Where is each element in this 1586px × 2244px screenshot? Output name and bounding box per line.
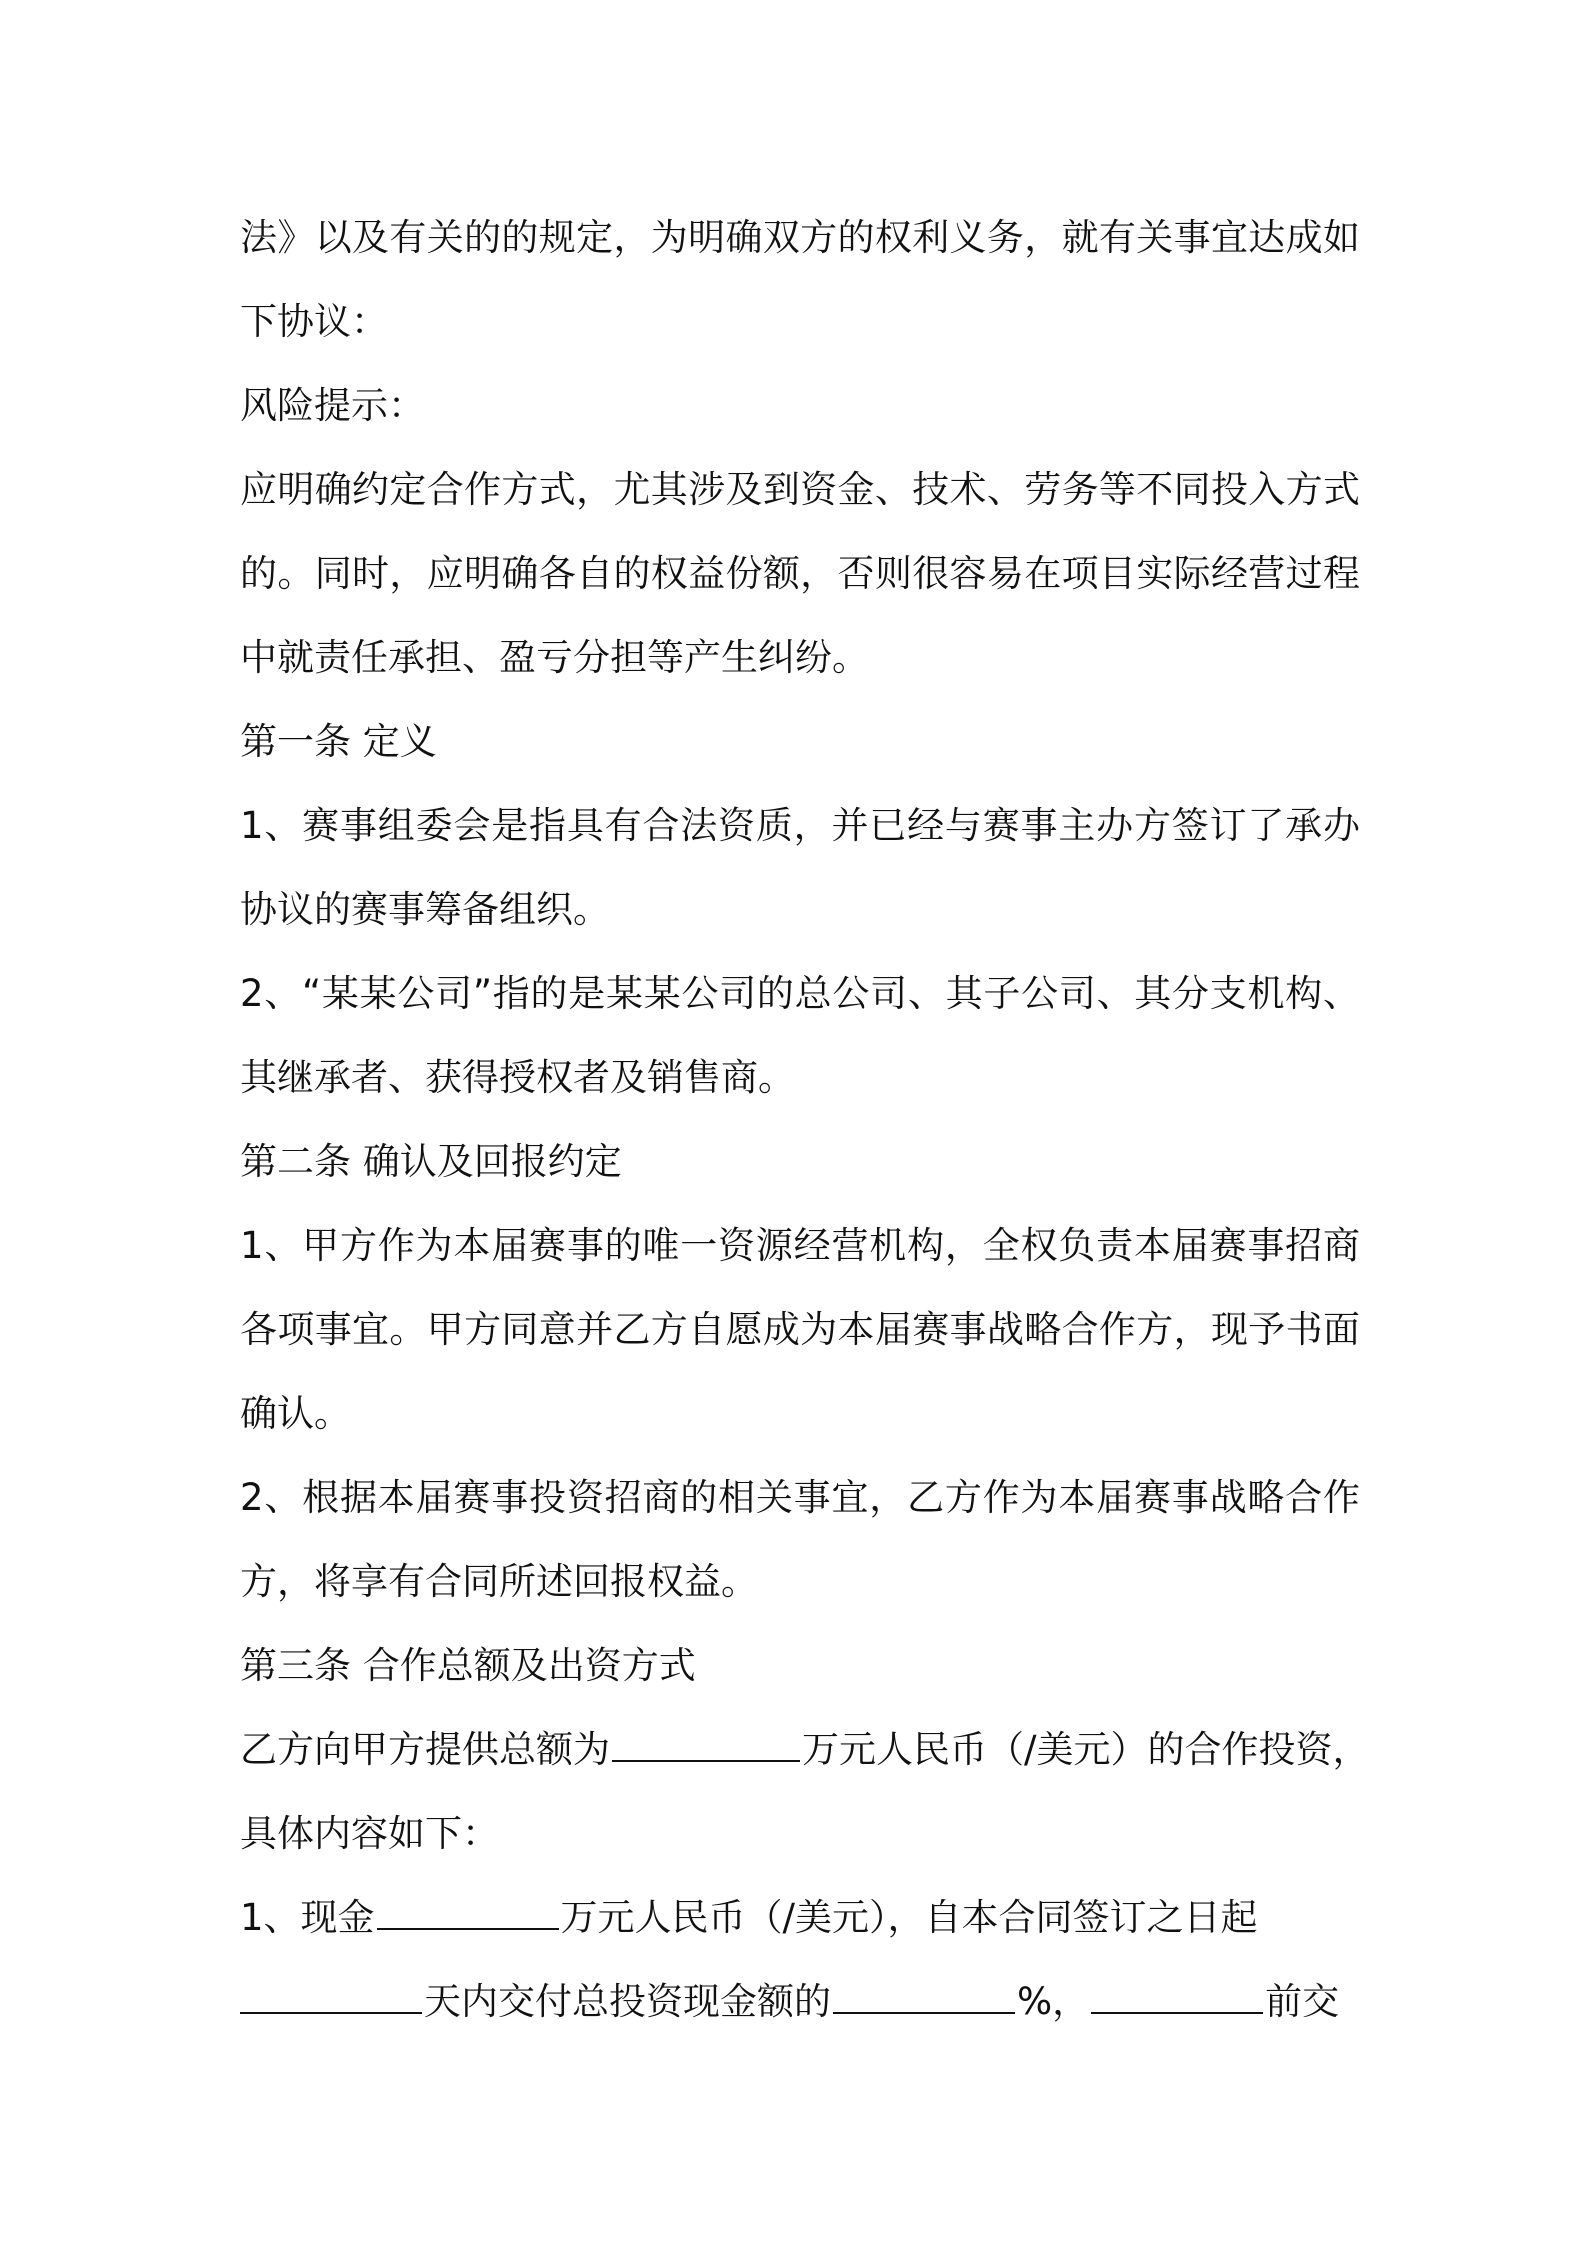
text-line: 中就责任承担、盈亏分担等产生纠纷。 xyxy=(240,636,869,679)
blank-field xyxy=(833,1982,1015,2014)
text-line: 2、根据本届赛事投资招商的相关事宜，乙方作为本届赛事战略合作 xyxy=(240,1476,1360,1519)
payment-text-3: 前交 xyxy=(1265,1980,1340,2023)
risk-heading: 风险提示： xyxy=(240,384,425,427)
text-line: 确认。 xyxy=(240,1392,351,1435)
document-body xyxy=(240,196,1370,2044)
cash-text-before: 1、现金 xyxy=(240,1896,375,1939)
text-line: 2、“某某公司”指的是某某公司的总公司、其子公司、其分支机构、 xyxy=(240,972,1360,1015)
text-line: 协议的赛事筹备组织。 xyxy=(240,888,610,931)
article-heading: 第一条 定义 xyxy=(240,720,437,763)
text-line: 1、甲方作为本届赛事的唯一资源经营机构，全权负责本届赛事招商 xyxy=(240,1224,1360,1267)
text-line: 1、赛事组委会是指具有合法资质，并已经与赛事主办方签订了承办 xyxy=(240,804,1360,847)
investment-line xyxy=(240,1708,1370,1792)
text-line: 其继承者、获得授权者及销售商。 xyxy=(240,1056,795,1099)
text-line: 的。同时，应明确各自的权益份额，否则很容易在项目实际经营过程 xyxy=(240,552,1360,595)
investment-text-before: 乙方向甲方提供总额为 xyxy=(240,1728,610,1771)
text-line: 方，将享有合同所述回报权益。 xyxy=(240,1560,758,1603)
text-line: 下协议： xyxy=(240,300,388,343)
payment-text-1: 天内交付总投资现金额的 xyxy=(424,1980,831,2023)
text-line: 应明确约定合作方式，尤其涉及到资金、技术、劳务等不同投入方式 xyxy=(240,468,1360,511)
cash-text-after: 万元人民币（/美元），自本合同签订之日起 xyxy=(560,1896,1258,1939)
payment-text-2: %， xyxy=(1017,1980,1090,2023)
blank-field xyxy=(612,1730,800,1762)
text-line: 各项事宜。甲方同意并乙方自愿成为本届赛事战略合作方，现予书面 xyxy=(240,1308,1360,1351)
text-line: 法》以及有关的的规定，为明确双方的权利义务，就有关事宜达成如 xyxy=(240,216,1360,259)
text-line: 具体内容如下： xyxy=(240,1812,499,1855)
payment-line xyxy=(240,1960,1360,2044)
article-heading: 第二条 确认及回报约定 xyxy=(240,1140,622,1183)
blank-field xyxy=(240,1982,422,2014)
article-heading: 第三条 合作总额及出资方式 xyxy=(240,1644,696,1687)
investment-text-after: 万元人民币（/美元）的合作投资， xyxy=(802,1728,1370,1771)
blank-field xyxy=(1091,1982,1263,2014)
cash-line xyxy=(240,1876,1360,1960)
blank-field xyxy=(377,1898,559,1930)
